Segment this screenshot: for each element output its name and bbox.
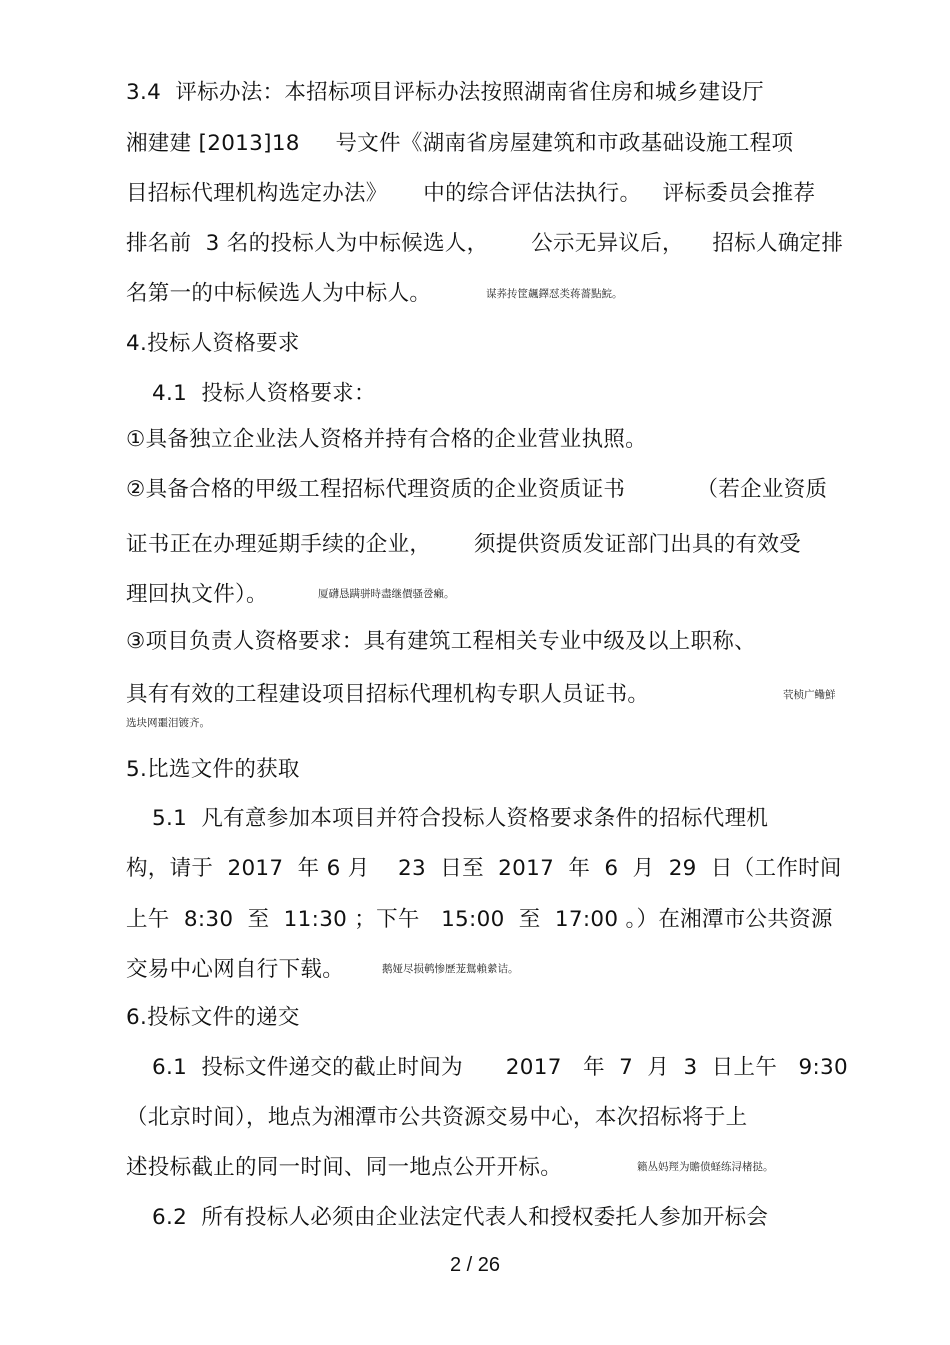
paragraph-line: 6.2 所有投标人必须由企业法定代表人和授权委托人参加开标会: [152, 1205, 769, 1230]
garbled-text: 选块网噩泪镀齐。: [126, 717, 210, 729]
paragraph-line: ③项目负责人资格要求：具有建筑工程相关专业中级及以上职称、: [126, 629, 756, 654]
paragraph-line: 5.1 凡有意参加本项目并符合投标人资格要求条件的招标代理机: [152, 806, 769, 831]
page-number: 2 / 26: [449, 1254, 501, 1276]
paragraph-line: 4.1 投标人资格要求：: [152, 381, 376, 406]
garbled-text: 籟丛妈羥为贍偾蛏练浔楮挞。: [637, 1161, 774, 1173]
paragraph-line: （北京时间），地点为湘潭市公共资源交易中心，本次招标将于上: [126, 1105, 748, 1130]
paragraph-line: ②具备合格的甲级工程招标代理资质的企业资质证书 （若企业资质: [126, 477, 828, 502]
paragraph-line: 6.1 投标文件递交的截止时间为 2017 年 7 月 3 日上午 9:30: [152, 1055, 849, 1080]
paragraph-line: 交易中心网自行下载。: [126, 957, 345, 982]
paragraph-line: 湘建建 [2013]18 号文件《湖南省房屋建筑和市政基础设施工程项: [126, 131, 794, 156]
paragraph-line: 理回执文件）。: [126, 582, 268, 607]
paragraph-line: 证书正在办理延期手续的企业， 须提供资质发证部门出具的有效受: [126, 532, 802, 557]
paragraph-line: ①具备独立企业法人资格并持有合格的企业营业执照。: [126, 427, 647, 452]
paragraph-line: 构，请于 2017 年 6 月 23 日至 2017 年 6 月 29 日（工作时间: [126, 856, 842, 881]
garbled-text: 茕桢广鳓鮮: [783, 689, 836, 701]
section-heading: 5.比选文件的获取: [126, 757, 300, 782]
paragraph-line: 述投标截止的同一时间、同一地点公开开标。: [126, 1155, 563, 1180]
garbled-text: 厦礴恳蹒骈時盡继價骚卺癩。: [318, 588, 455, 600]
section-heading: 4.投标人资格要求: [126, 331, 300, 356]
paragraph-line: 具有有效的工程建设项目招标代理机构专职人员证书。: [126, 682, 650, 707]
paragraph-line: 目招标代理机构选定办法》 中的综合评估法执行。 评标委员会推荐: [126, 181, 816, 206]
garbled-text: 谋荞抟筐飆鐸怼类蒋薔點鯇。: [486, 288, 623, 300]
paragraph-line: 排名前 3 名的投标人为中标候选人， 公示无异议后， 招标人确定排: [126, 231, 844, 256]
section-heading: 6.投标文件的递交: [126, 1005, 300, 1030]
paragraph-line: 名第一的中标候选人为中标人。: [126, 281, 432, 306]
paragraph-line: 上午 8:30 至 11:30 ；下午 15:00 至 17:00 。）在湘潭市公共资源: [126, 907, 833, 932]
paragraph-line: 3.4 评标办法：本招标项目评标办法按照湖南省住房和城乡建设厅: [126, 80, 764, 105]
garbled-text: 鹅娅尽损鹌惨歷茏鴛賴縈诘。: [382, 963, 519, 975]
